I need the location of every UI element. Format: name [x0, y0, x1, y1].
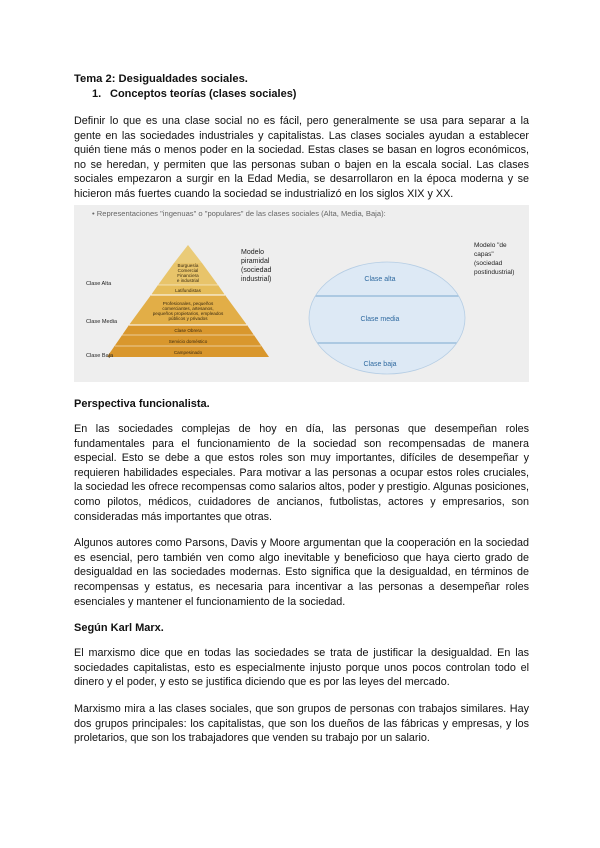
layers-model-label: (sociedad — [474, 260, 503, 267]
funcionalista-paragraph-2: Algunos autores como Parsons, Davis y Moore argumentan que la cooperación en la sociedad es esencial, pero también ven como algo inevitable y beneficioso que haya cierto grado de desigualdad en las sociedades modernas. Esto significa que la desigualdad, en términos de recompensas y estatus, es necesaria para incentivar a las personas a desempeñar roles esenciales y mantener el funcionamiento de la sociedad. — [74, 537, 529, 608]
social-classes-figure — [74, 205, 529, 382]
heading-funcionalista: Perspectiva funcionalista. — [74, 398, 210, 410]
tier-text: públicos y privados — [168, 316, 208, 321]
layer-clase-media: Clase media — [360, 316, 400, 323]
layers-model-label: Modelo "de — [474, 242, 507, 249]
label-clase-alta: Clase Alta — [86, 281, 112, 287]
tier-text: Clase Obrera — [174, 328, 202, 333]
pyramid-model-label: piramidal — [241, 258, 270, 265]
label-clase-baja: Clase Baja — [86, 353, 114, 359]
tier-text: Campesinado — [173, 350, 203, 355]
tier-text: Profesionales, pequeños — [162, 301, 214, 306]
heading-marx: Según Karl Marx. — [74, 622, 164, 635]
section-heading — [92, 87, 529, 101]
marx-paragraph-2: Marxismo mira a las clases sociales, que son grupos de personas con trabajos similares. Hay dos grupos principales: los capitalistas, que son los dueños de las fábricas y empresas, y los proletarios, que son los trabajadores que venden su trabajo por un salario. — [74, 702, 529, 745]
pyramid-model-label: Modelo — [241, 249, 264, 256]
tier-text: Burguesía — [177, 263, 199, 268]
tier-text: e industrial — [176, 278, 200, 283]
marx-paragraph-1: El marxismo dice que en todas las sociedades se trata de justificar la desigualdad. En las sociedades capitalistas, esto es especialmente injusto porque unos pocos controlan todo el dinero y el poder, y esto se justifica diciendo que es por las leyes del mercado. — [74, 647, 529, 689]
pyramid-tier-top — [174, 245, 202, 263]
funcionalista-paragraph-1: En las sociedades complejas de hoy en día, las personas que desempeñan roles fundamentales para el funcionamiento de la sociedad son recompensadas de manera especial. Esto se debe a que estos roles son muy importantes, difíciles de desempeñar y requieren habilidades especiales. Para motivar a las personas a ocupar estos roles cruciales, la sociedad les ofrece recompensas como salarios altos, poder y prestigio. Algunas posiciones, como pilotos, médicos, cuidadores de ancianos, futbolistas, actores y empresarios, son consideradas más importantes que otras. — [74, 423, 529, 523]
tier-text: Latifundistas — [175, 288, 201, 293]
document-title: Tema 2: Desigualdades sociales. — [74, 73, 248, 85]
figure-drawing — [74, 205, 529, 382]
layer-clase-baja: Clase baja — [363, 361, 397, 368]
pyramid-model-label: industrial) — [241, 276, 272, 283]
tier-text: comerciantes, artesanos, — [162, 306, 214, 311]
tier-text: Comercial — [177, 268, 199, 273]
section-title: Conceptos teorías (clases sociales) — [110, 88, 297, 100]
document-body-continued — [74, 397, 529, 746]
tier-text: Servicio doméstico — [168, 339, 208, 344]
tier-text: pequeños propietarios, empleados — [152, 311, 224, 316]
tier-text: Financiera — [177, 273, 199, 278]
intro-paragraph: Definir lo que es una clase social no es fácil, pero generalmente se usa para separar a la gente en las sociedades industriales y capitalistas. Las clases sociales ayudan a establecer quién tiene más o menos poder en la sociedad. Estas clases se basan en logros económicos, no se heredan, y permiten que las personas suban o bajen en la escala social. Las clases sociales empezaron a surgir en la Edad Media, se desarrollaron en la época moderna y se hicieron más fuertes cuando la sociedad se industrializó en los siglos XIX y XX. — [74, 115, 529, 200]
pyramid-model-label: (sociedad — [241, 267, 272, 274]
pyramid-model — [86, 245, 271, 359]
section-number: 1. — [92, 88, 102, 100]
layers-model — [304, 242, 514, 374]
label-clase-media: Clase Media — [86, 319, 118, 325]
layer-clase-alta: Clase alta — [364, 276, 396, 283]
layers-model-label: postindustrial) — [474, 269, 515, 276]
layers-model-label: capas" — [474, 251, 494, 258]
figure-caption: • Representaciones "ingenuas" o "populares" de las clases sociales (Alta, Media, Baja): — [92, 209, 386, 218]
document-page — [74, 72, 529, 202]
